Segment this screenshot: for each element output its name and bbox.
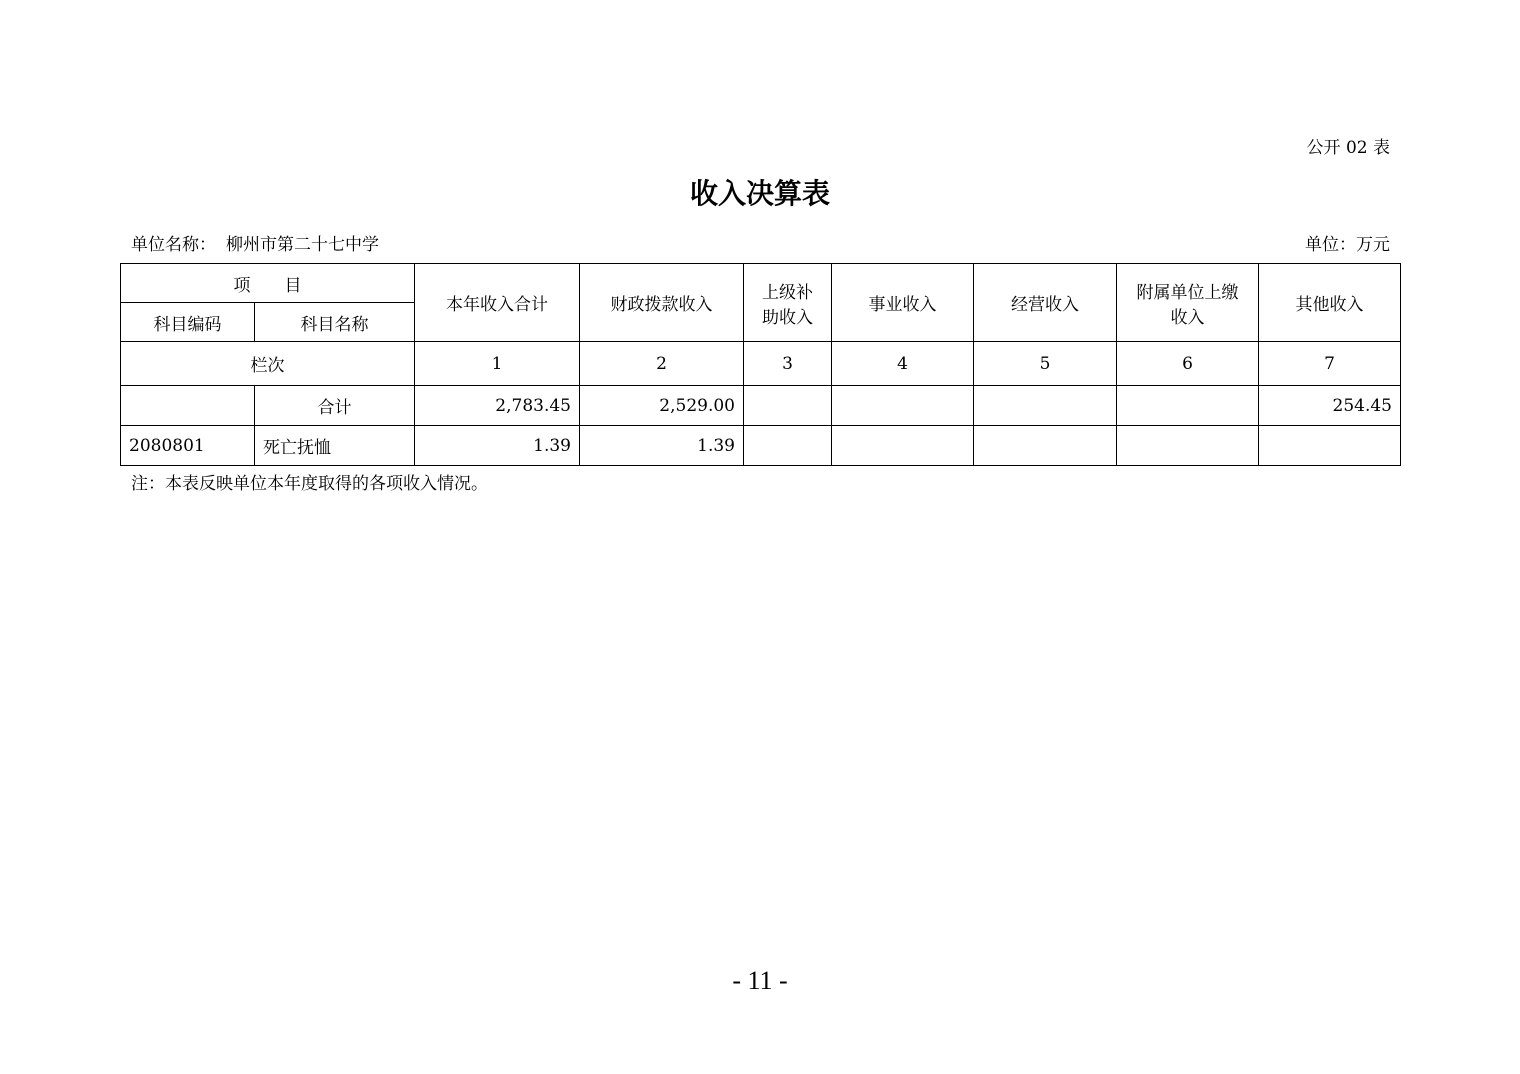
cell-fiscal: 1.39 <box>580 426 744 466</box>
header-operating: 经营收入 <box>974 264 1117 342</box>
column-number: 4 <box>832 342 974 386</box>
cell-code: 2080801 <box>121 426 255 466</box>
column-number-row <box>121 342 1401 386</box>
column-number: 6 <box>1117 342 1259 386</box>
income-report-table <box>120 263 1401 466</box>
cell-operating <box>974 386 1117 426</box>
page-title: 收入决算表 <box>689 177 830 210</box>
page-number: - 11 - <box>732 966 788 995</box>
table-row-total <box>121 386 1401 426</box>
table-note: 注：本表反映单位本年度取得的各项收入情况。 <box>131 474 488 494</box>
header-affiliated-line1: 附属单位上缴 <box>1136 282 1239 303</box>
table-row <box>121 426 1401 466</box>
unit-name-value: 柳州市第二十七中学 <box>226 235 379 255</box>
header-name: 科目名称 <box>255 303 415 342</box>
header-superior-line2: 助收入 <box>762 307 813 328</box>
cell-superior <box>744 426 832 466</box>
cell-total: 2,783.45 <box>415 386 580 426</box>
header-fiscal: 财政拨款收入 <box>580 264 744 342</box>
currency-unit: 单位：万元 <box>1305 235 1390 255</box>
unit-name-line <box>131 230 379 255</box>
header-affiliated <box>1117 264 1259 342</box>
header-total: 本年收入合计 <box>415 264 580 342</box>
column-number-label: 栏次 <box>121 342 415 386</box>
header-superior-line1: 上级补 <box>762 282 813 303</box>
unit-name-label: 单位名称： <box>131 235 216 255</box>
column-number: 3 <box>744 342 832 386</box>
cell-affiliated <box>1117 426 1259 466</box>
cell-name: 死亡抚恤 <box>255 426 415 466</box>
cell-other: 254.45 <box>1259 386 1401 426</box>
header-code: 科目编码 <box>121 303 255 342</box>
column-number: 5 <box>974 342 1117 386</box>
cell-name: 合计 <box>255 386 415 426</box>
cell-superior <box>744 386 832 426</box>
form-number: 公开 02 表 <box>1306 138 1390 158</box>
column-number: 7 <box>1259 342 1401 386</box>
cell-affiliated <box>1117 386 1259 426</box>
cell-operating <box>974 426 1117 466</box>
cell-total: 1.39 <box>415 426 580 466</box>
header-business: 事业收入 <box>832 264 974 342</box>
header-superior <box>744 264 832 342</box>
cell-business <box>832 426 974 466</box>
column-number: 1 <box>415 342 580 386</box>
header-item: 项 目 <box>121 264 415 303</box>
column-number: 2 <box>580 342 744 386</box>
header-row <box>121 264 1401 303</box>
cell-other <box>1259 426 1401 466</box>
header-affiliated-line2: 收入 <box>1170 307 1205 328</box>
cell-code <box>121 386 255 426</box>
cell-business <box>832 386 974 426</box>
cell-fiscal: 2,529.00 <box>580 386 744 426</box>
header-other: 其他收入 <box>1259 264 1401 342</box>
